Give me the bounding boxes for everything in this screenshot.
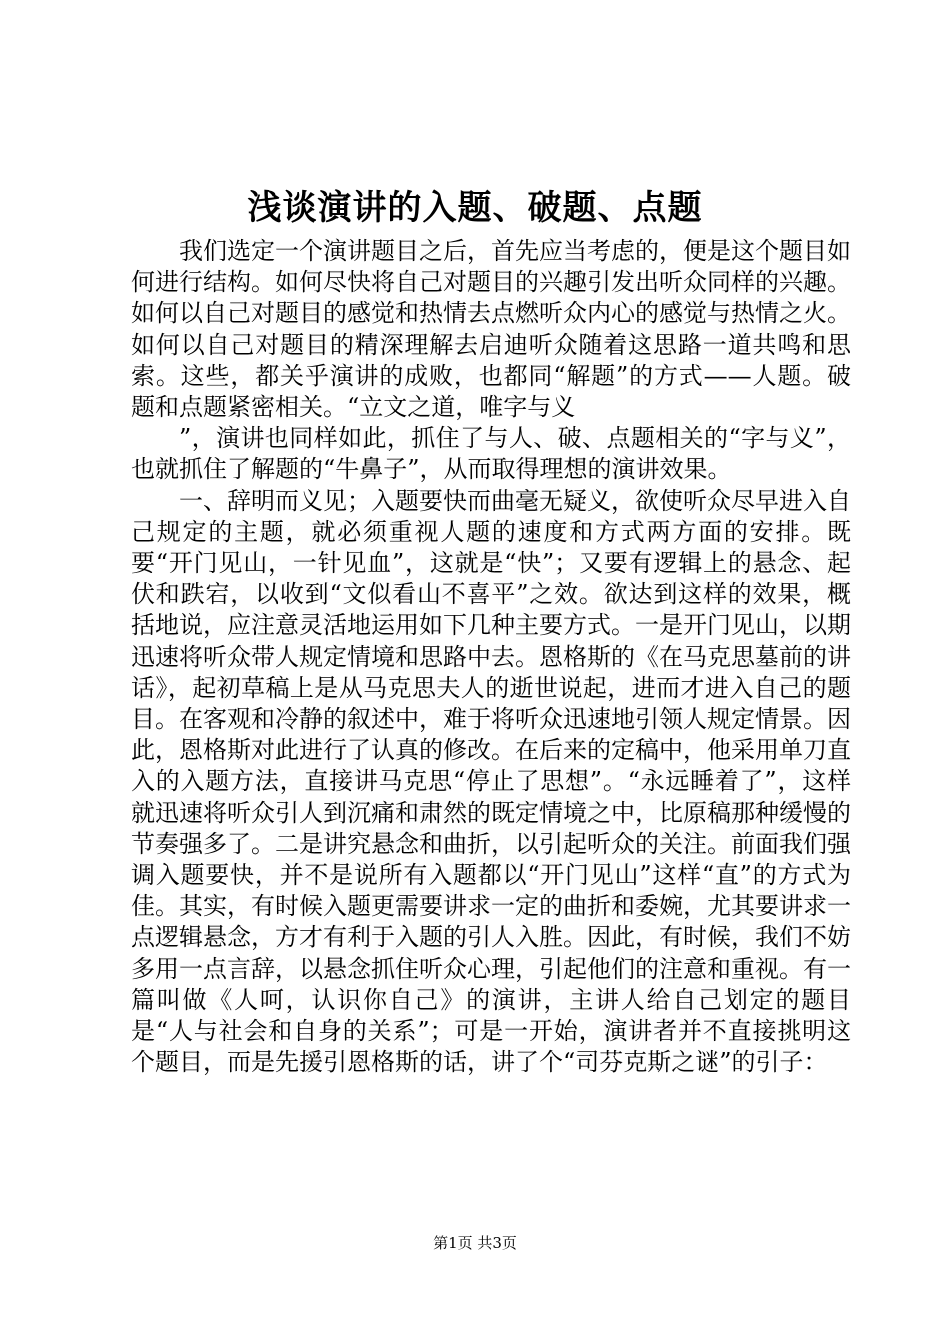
document-body [131,236,851,1078]
paragraph-continuation: ”，演讲也同样如此，抓住了与人、破、点题相关的“字与义”，也就抓住了解题的“牛鼻子”，从而取得理想的演讲效果。 [131,424,851,484]
paragraph-section-one: 一、辞明而义见；入题要快而曲毫无疑义，欲使听众尽早进入自己规定的主题，就必须重视人题的速度和方式两方面的安排。既要“开门见山，一针见血”，这就是“快”；又要有逻辑上的悬念、起伏和跌宕，以收到“文似看山不喜平”之效。欲达到这样的效果，概括地说，应注意灵活地运用如下几种主要方式。一是开门见山，以期迅速将听众带人规定情境和思路中去。恩格斯的《在马克思墓前的讲话》，起初草稿上是从马克思夫人的逝世说起，进而才进入自己的题目。在客观和冷静的叙述中，难于将听众迅速地引领人规定情景。因此，恩格斯对此进行了认真的修改。在后来的定稿中，他采用单刀直入的入题方法，直接讲马克思“停止了思想”。“永远睡着了”，这样就迅速将听众引人到沉痛和肃然的既定情境之中，比原稿那种缓慢的节奏强多了。二是讲究悬念和曲折，以引起听众的关注。前面我们强调入题要快，并不是说所有入题都以“开门见山”这样“直”的方式为佳。其实，有时候入题更需要讲求一定的曲折和委婉，尤其要讲求一点逻辑悬念，方才有利于入题的引人入胜。因此，有时候，我们不妨多用一点言辞，以悬念抓住听众心理，引起他们的注意和重视。有一篇叫做《人呵，认识你自己》的演讲，主讲人给自己划定的题目是“人与社会和自身的关系”；可是一开始，演讲者并不直接挑明这个题目，而是先援引恩格斯的话，讲了个“司芬克斯之谜”的引子： [131,486,851,1077]
page-number-footer: 第1页 共3页 [433,1234,517,1252]
paragraph-intro: 我们选定一个演讲题目之后，首先应当考虑的，便是这个题目如何进行结构。如何尽快将自己对题目的兴趣引发出听众同样的兴趣。如何以自己对题目的感觉和热情去点燃听众内心的感觉与热情之火。如何以自己对题目的精深理解去启迪听众随着这思路一道共鸣和思索。这些，都关乎演讲的成败，也都同“解题”的方式——人题。破题和点题紧密相关。“立文之道，唯字与义 [131,237,851,422]
document-title: 浅谈演讲的入题、破题、点题 [247,188,703,228]
